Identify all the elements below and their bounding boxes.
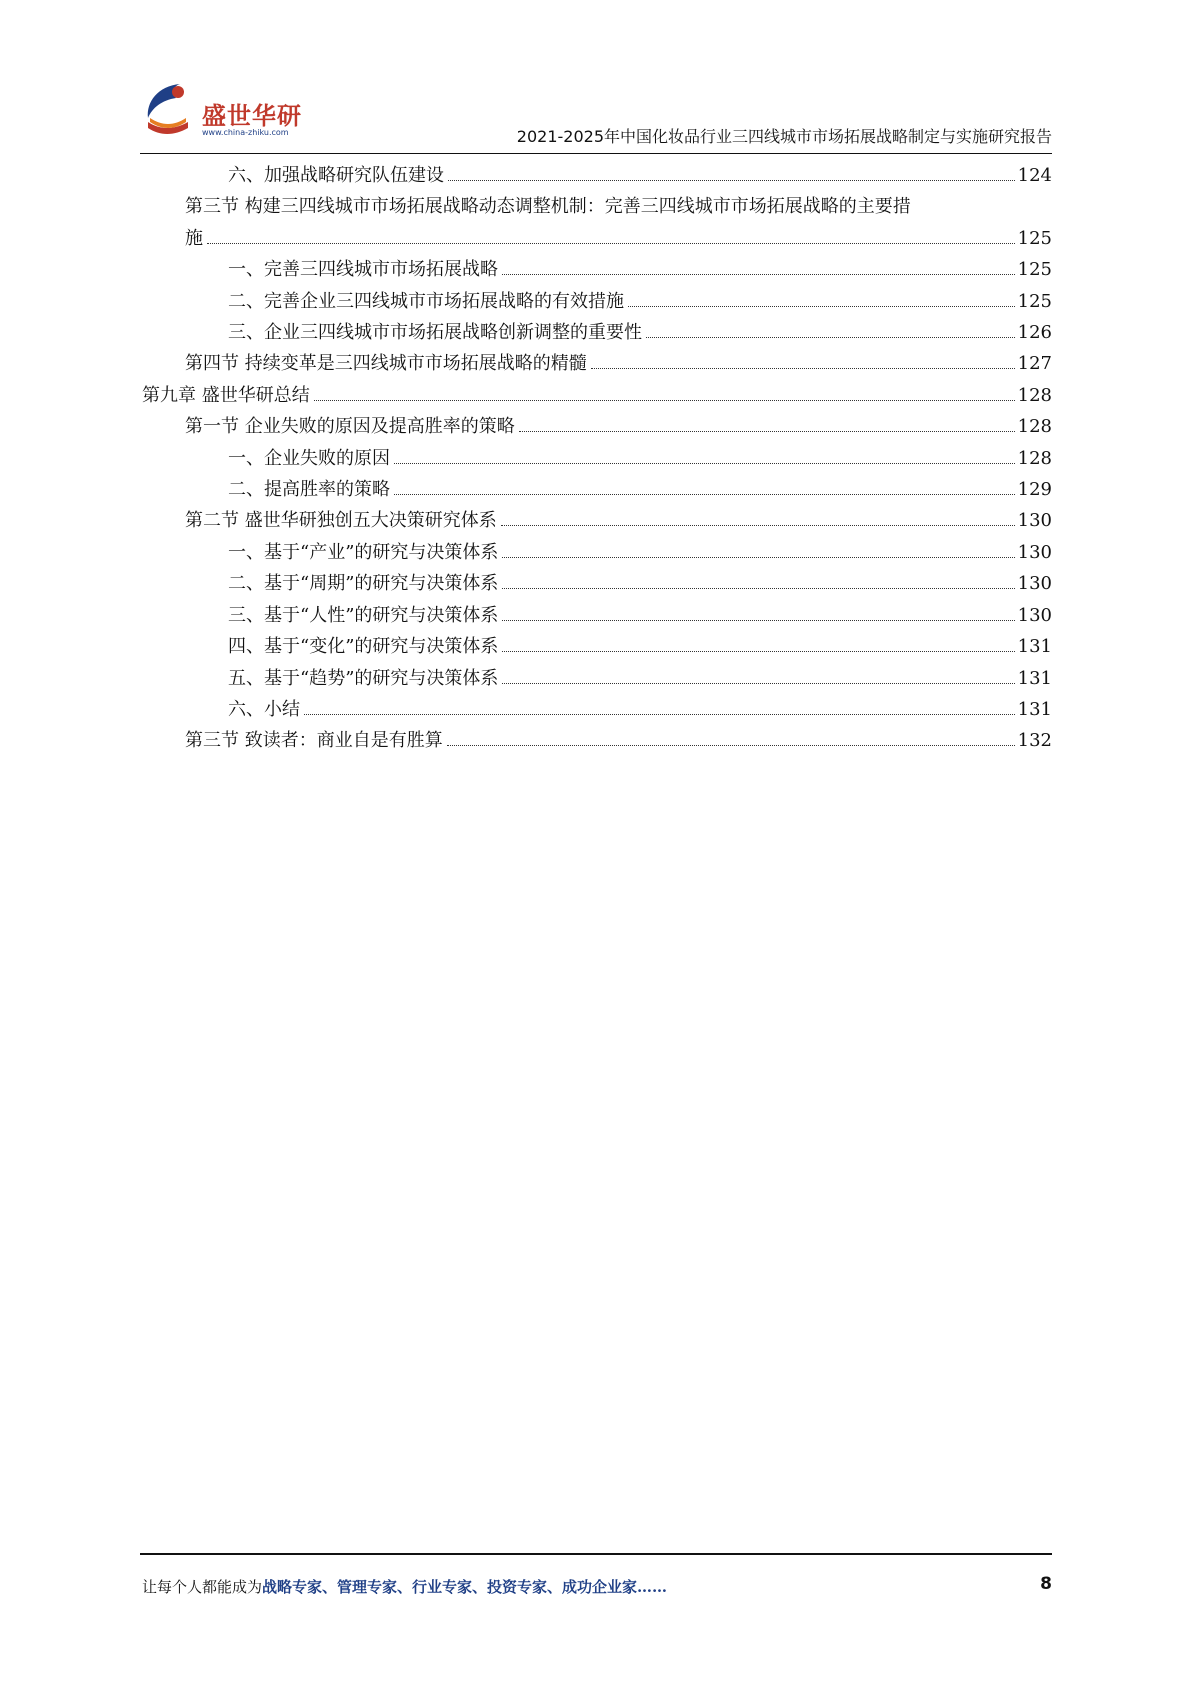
toc-entry-label: 一、企业失败的原因 xyxy=(228,447,390,469)
toc-page-number: 130 xyxy=(1017,604,1052,626)
toc-page-number: 131 xyxy=(1017,698,1052,720)
toc-entry-label: 一、基于“产业”的研究与决策体系 xyxy=(228,541,499,563)
toc-page-number: 125 xyxy=(1017,227,1052,249)
toc-leader xyxy=(519,431,1015,432)
toc-entry[interactable] xyxy=(142,411,1052,442)
toc-entry-label-continued: 施 xyxy=(185,227,203,249)
toc-entry-label: 二、完善企业三四线城市市场拓展战略的有效措施 xyxy=(228,290,624,312)
toc-page-number: 127 xyxy=(1017,353,1052,375)
toc-leader xyxy=(394,494,1015,495)
toc-leader xyxy=(314,400,1015,401)
toc-entry[interactable] xyxy=(142,286,1052,317)
toc-entry-label: 第二节 盛世华研独创五大决策研究体系 xyxy=(185,510,497,532)
toc-leader xyxy=(448,180,1015,181)
toc-leader xyxy=(502,274,1015,275)
toc-page-number: 131 xyxy=(1017,667,1052,689)
toc-leader xyxy=(501,525,1015,526)
toc-entry-label: 第九章 盛世华研总结 xyxy=(142,384,310,406)
toc-entry-label: 二、基于“周期”的研究与决策体系 xyxy=(228,573,499,595)
toc-page-number: 128 xyxy=(1017,384,1052,406)
toc-page-number: 129 xyxy=(1017,479,1052,501)
toc-page-number: 130 xyxy=(1017,541,1052,563)
toc-leader xyxy=(502,651,1014,652)
toc-leader xyxy=(304,714,1015,715)
toc-page-number: 130 xyxy=(1017,510,1052,532)
toc-leader xyxy=(502,557,1014,558)
footer-slogan-highlight: 战略专家、管理专家、行业专家、投资专家、成功企业家…… xyxy=(262,1578,668,1596)
toc-leader xyxy=(646,337,1015,338)
company-logo xyxy=(140,78,310,150)
toc-entry[interactable] xyxy=(142,568,1052,599)
toc-entry[interactable] xyxy=(142,505,1052,536)
toc-entry[interactable] xyxy=(142,474,1052,505)
toc-entry[interactable] xyxy=(142,694,1052,725)
toc-entry-label: 三、基于“人性”的研究与决策体系 xyxy=(228,604,499,626)
toc-entry-label: 第四节 持续变革是三四线城市市场拓展战略的精髓 xyxy=(185,353,587,375)
header-divider xyxy=(140,153,1052,154)
toc-entry-label: 六、小结 xyxy=(228,698,300,720)
toc-leader xyxy=(502,588,1014,589)
logo-emblem-icon xyxy=(140,78,204,142)
logo-url: www.china-zhiku.com xyxy=(202,128,289,137)
toc-entry[interactable] xyxy=(142,600,1052,631)
toc-entry-label: 第三节 构建三四线城市市场拓展战略动态调整机制：完善三四线城市市场拓展战略的主要措 xyxy=(185,196,911,218)
toc-entry[interactable] xyxy=(142,380,1052,411)
toc-page-number: 128 xyxy=(1017,447,1052,469)
toc-entry[interactable] xyxy=(142,348,1052,379)
toc-entry-label: 第一节 企业失败的原因及提高胜率的策略 xyxy=(185,416,515,438)
report-title: 2021-2025年中国化妆品行业三四线城市市场拓展战略制定与实施研究报告 xyxy=(516,127,1052,146)
toc-entry-label: 五、基于“趋势”的研究与决策体系 xyxy=(228,667,499,689)
toc-leader xyxy=(447,745,1015,746)
toc-entry[interactable] xyxy=(142,537,1052,568)
toc-leader xyxy=(207,243,1015,244)
toc-entry-label: 四、基于“变化”的研究与决策体系 xyxy=(228,636,499,658)
toc-entry-label: 六、加强战略研究队伍建设 xyxy=(228,165,444,186)
toc-entry-label: 一、完善三四线城市市场拓展战略 xyxy=(228,259,498,281)
toc-leader xyxy=(502,683,1014,684)
toc-entry[interactable] xyxy=(142,631,1052,662)
toc-page-number: 124 xyxy=(1017,165,1052,186)
toc-entry[interactable] xyxy=(142,443,1052,474)
toc-entry-label: 第三节 致读者：商业自是有胜算 xyxy=(185,730,443,752)
toc-page-number: 132 xyxy=(1017,730,1052,752)
toc-entry[interactable] xyxy=(142,725,1052,756)
toc-leader xyxy=(591,368,1015,369)
page-header xyxy=(140,78,1052,156)
toc-page-number: 128 xyxy=(1017,416,1052,438)
toc-page-number: 125 xyxy=(1017,290,1052,312)
footer-slogan xyxy=(142,1576,667,1597)
toc-leader xyxy=(502,620,1014,621)
toc-leader xyxy=(628,306,1015,307)
toc-entry[interactable] xyxy=(142,254,1052,285)
toc-page-number: 130 xyxy=(1017,573,1052,595)
page-number: 8 xyxy=(1040,1574,1052,1594)
toc-entry[interactable] xyxy=(142,317,1052,348)
toc-page-number: 131 xyxy=(1017,636,1052,658)
toc-page-number: 125 xyxy=(1017,259,1052,281)
footer-slogan-prefix: 让每个人都能成为 xyxy=(142,1578,263,1596)
toc-entry-label: 二、提高胜率的策略 xyxy=(228,479,390,501)
toc-page-number: 126 xyxy=(1017,322,1052,344)
footer-divider xyxy=(140,1553,1052,1555)
logo-wordmark: 盛世华研 xyxy=(202,102,302,130)
toc-leader xyxy=(394,463,1015,464)
toc-entry[interactable] xyxy=(142,191,1052,254)
toc-entry[interactable] xyxy=(142,663,1052,694)
toc-entry-label: 三、企业三四线城市市场拓展战略创新调整的重要性 xyxy=(228,322,642,344)
toc-entry[interactable] xyxy=(142,160,1052,191)
table-of-contents xyxy=(142,160,1052,757)
